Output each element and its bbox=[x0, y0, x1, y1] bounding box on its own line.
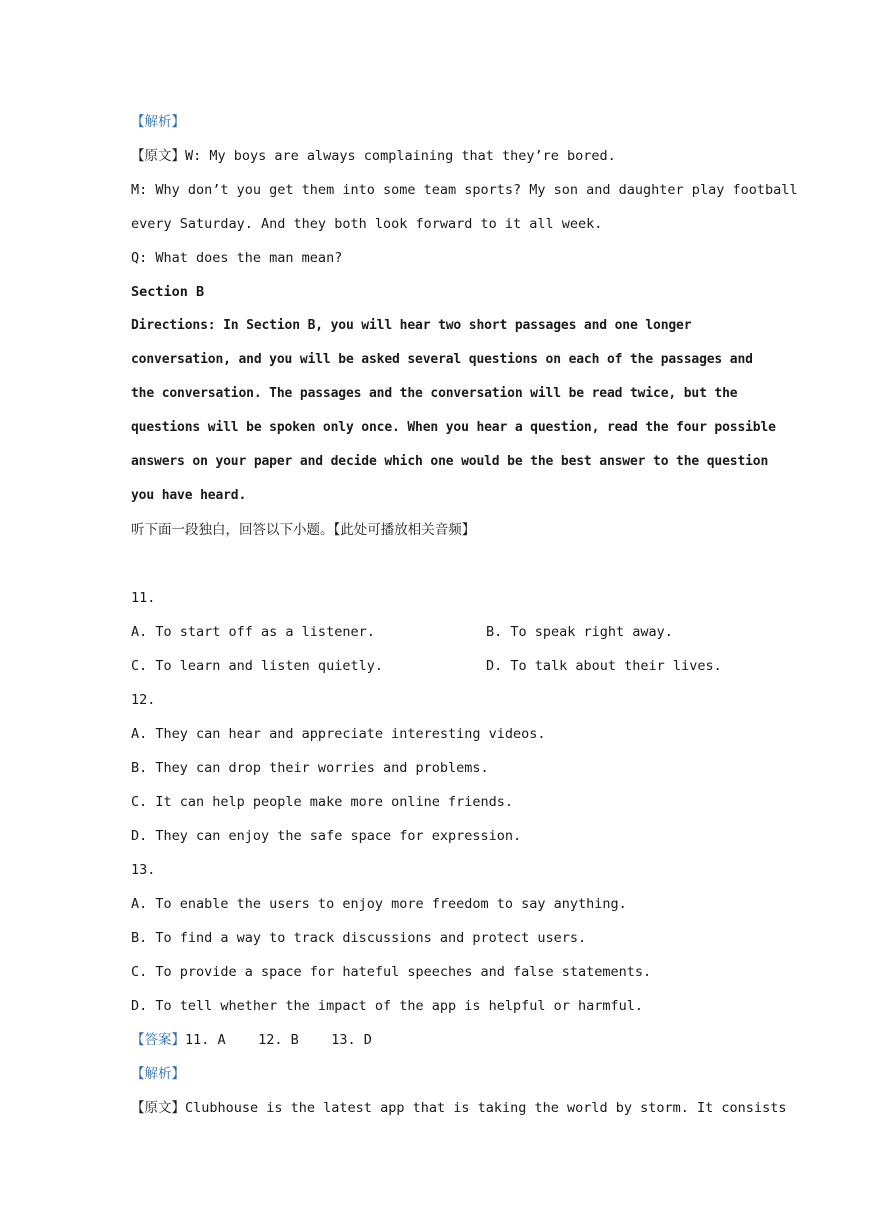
transcript-question: Q: What does the man mean? bbox=[131, 250, 343, 266]
directions-line: the conversation. The passages and the conversation will be read twice, but the bbox=[131, 386, 738, 401]
directions-line: answers on your paper and decide which one would be the best answer to the question bbox=[131, 454, 769, 469]
answer-tag: 【答案】 bbox=[131, 1032, 185, 1048]
analysis-label: 【解析】 bbox=[131, 114, 185, 130]
answer-text: 11. A 12. B 13. D bbox=[185, 1032, 372, 1048]
option-a: A. They can hear and appreciate interesting videos. bbox=[131, 726, 546, 742]
option-c: C. To learn and listen quietly. bbox=[131, 658, 383, 674]
transcript2-line bbox=[131, 1094, 787, 1128]
options-row bbox=[131, 652, 741, 686]
directions-line: conversation, and you will be asked several questions on each of the passages and bbox=[131, 352, 753, 367]
original-text-tag: 【原文】 bbox=[131, 148, 185, 164]
blank-spacer bbox=[131, 550, 741, 584]
option-d: D. To talk about their lives. bbox=[486, 658, 722, 674]
option-c: C. It can help people make more online friends. bbox=[131, 794, 514, 810]
transcript-text: W: My boys are always complaining that they’re bored. bbox=[185, 148, 616, 164]
analysis-label: 【解析】 bbox=[131, 1066, 185, 1082]
question-number: 11. bbox=[131, 590, 156, 606]
option-b: B. To speak right away. bbox=[486, 624, 673, 640]
question-number: 13. bbox=[131, 862, 156, 878]
transcript-text: Clubhouse is the latest app that is taking the world by storm. It consists bbox=[185, 1100, 787, 1116]
section-title: Section B bbox=[131, 284, 205, 300]
answer-line bbox=[131, 1026, 741, 1060]
option-d: D. They can enjoy the safe space for expression. bbox=[131, 828, 522, 844]
document-page bbox=[131, 108, 798, 1128]
transcript-line-3: every Saturday. And they both look forward to it all week. bbox=[131, 216, 603, 232]
option-c: C. To provide a space for hateful speeches and false statements. bbox=[131, 964, 652, 980]
transcript-line-2: M: Why don’t you get them into some team sports? My son and daughter play football bbox=[131, 182, 798, 198]
option-a: A. To enable the users to enjoy more freedom to say anything. bbox=[131, 896, 627, 912]
transcript-line-1 bbox=[131, 142, 741, 176]
listen-instruction: 听下面一段独白，回答以下小题。【此处可播放相关音频】 bbox=[131, 522, 476, 538]
question-number: 12. bbox=[131, 692, 156, 708]
original-text-tag: 【原文】 bbox=[131, 1100, 185, 1116]
option-a: A. To start off as a listener. bbox=[131, 624, 375, 640]
options-row bbox=[131, 618, 741, 652]
option-b: B. They can drop their worries and problems. bbox=[131, 760, 489, 776]
option-b: B. To find a way to track discussions and protect users. bbox=[131, 930, 587, 946]
option-d: D. To tell whether the impact of the app is helpful or harmful. bbox=[131, 998, 644, 1014]
directions-line: you have heard. bbox=[131, 488, 247, 503]
directions-line: questions will be spoken only once. When you hear a question, read the four possible bbox=[131, 420, 776, 435]
directions-line: Directions: In Section B, you will hear two short passages and one longer bbox=[131, 318, 692, 333]
